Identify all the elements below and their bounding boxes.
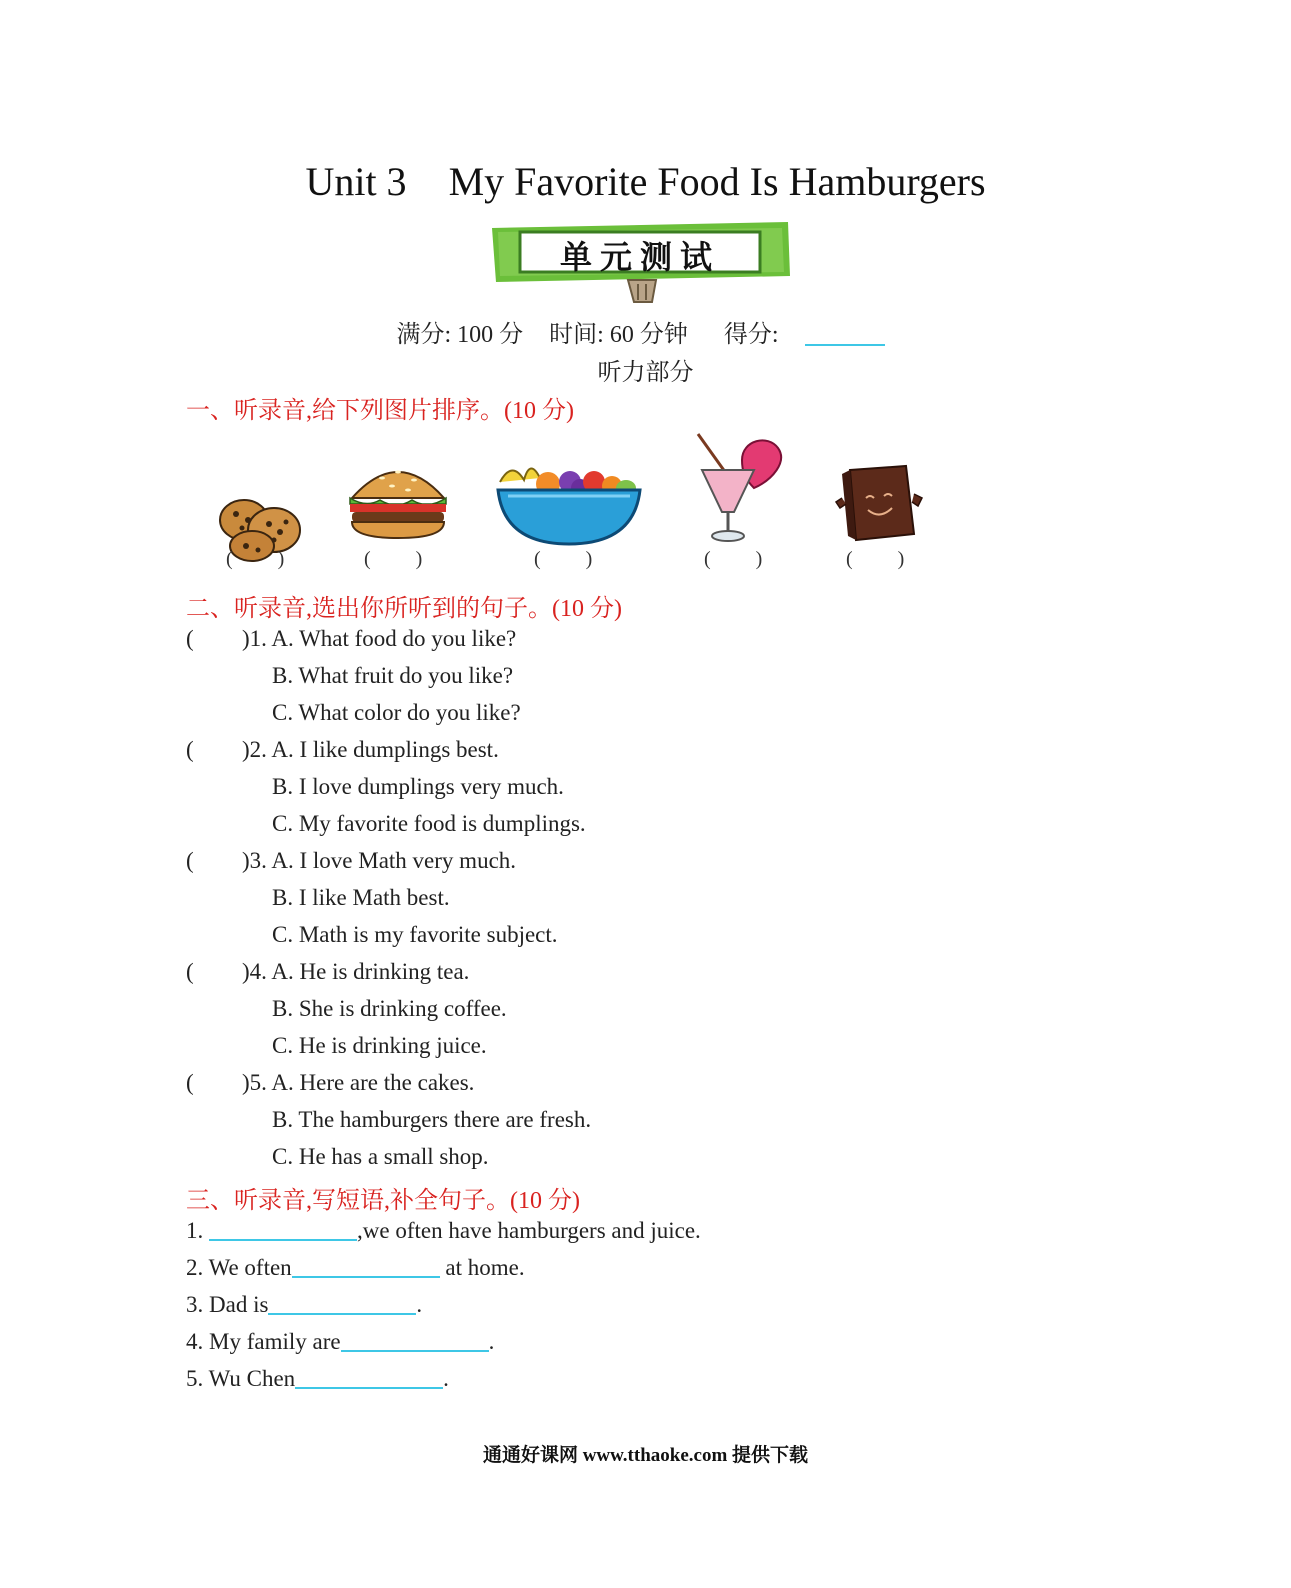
fill-blank[interactable] bbox=[268, 1313, 416, 1315]
question-3-option-c: C. Math is my favorite subject. bbox=[272, 922, 558, 947]
fill-blank[interactable] bbox=[341, 1350, 489, 1352]
fill-item-3: 3. Dad is . bbox=[186, 1292, 423, 1317]
order-blank-5[interactable]: ( ) bbox=[846, 548, 905, 570]
order-blank-3[interactable]: ( ) bbox=[534, 548, 593, 570]
question-1: ( )1. A. What food do you like? bbox=[186, 626, 517, 651]
answer-bracket[interactable]: ( bbox=[186, 626, 194, 651]
hamburger-icon bbox=[346, 460, 450, 542]
fill-blank[interactable] bbox=[209, 1239, 357, 1241]
score-blank[interactable] bbox=[805, 344, 885, 346]
order-blank-2[interactable]: ( ) bbox=[364, 548, 423, 570]
time-limit: 时间: 60 分钟 bbox=[549, 322, 688, 348]
order-blank-4[interactable]: ( ) bbox=[704, 548, 763, 570]
question-5-option-c: C. He has a small shop. bbox=[272, 1144, 489, 1169]
section2-title: 二、听录音,选出你所听到的句子。(10 分) bbox=[186, 596, 622, 622]
listening-part-label: 听力部分 bbox=[597, 360, 694, 386]
question-2: ( )2. A. I like dumplings best. bbox=[186, 737, 499, 762]
footer-credit: 通通好课网 www.tthaoke.com 提供下载 bbox=[482, 1445, 809, 1466]
question-4-option-b: B. She is drinking coffee. bbox=[272, 996, 507, 1021]
unit-label: Unit 3 bbox=[305, 159, 407, 204]
fill-blank[interactable] bbox=[295, 1387, 443, 1389]
fruit-bowl-icon bbox=[494, 454, 644, 546]
question-4-option-c: C. He is drinking juice. bbox=[272, 1033, 487, 1058]
fill-item-1: 1. ,we often have hamburgers and juice. bbox=[186, 1218, 701, 1243]
badge-label: 单元测试 bbox=[559, 238, 720, 276]
milkshake-icon bbox=[688, 430, 792, 548]
question-5-option-b: B. The hamburgers there are fresh. bbox=[272, 1107, 592, 1132]
score-field: 得分: bbox=[714, 322, 895, 348]
fill-blank[interactable] bbox=[292, 1276, 440, 1278]
score-line bbox=[0, 314, 1291, 349]
answer-bracket[interactable]: ( bbox=[186, 737, 194, 762]
section3-title: 三、听录音,写短语,补全句子。(10 分) bbox=[186, 1188, 580, 1214]
question-2-option-c: C. My favorite food is dumplings. bbox=[272, 811, 586, 836]
order-blank-1[interactable]: ( ) bbox=[226, 548, 285, 570]
question-3: ( )3. A. I love Math very much. bbox=[186, 848, 517, 873]
full-score: 满分: 100 分 bbox=[396, 322, 524, 348]
question-5: ( )5. A. Here are the cakes. bbox=[186, 1070, 475, 1095]
question-2-option-b: B. I love dumplings very much. bbox=[272, 774, 564, 799]
chocolate-icon bbox=[834, 464, 924, 544]
question-1-option-c: C. What color do you like? bbox=[272, 700, 521, 725]
page-title bbox=[0, 158, 1291, 205]
fill-item-2: 2. We often at home. bbox=[186, 1255, 525, 1280]
section1-title: 一、听录音,给下列图片排序。(10 分) bbox=[186, 398, 574, 424]
question-4: ( )4. A. He is drinking tea. bbox=[186, 959, 470, 984]
answer-bracket[interactable]: ( bbox=[186, 848, 194, 873]
unit-title: My Favorite Food Is Hamburgers bbox=[448, 159, 986, 204]
answer-bracket[interactable]: ( bbox=[186, 959, 194, 984]
fill-item-5: 5. Wu Chen . bbox=[186, 1366, 449, 1391]
cookies-icon bbox=[214, 470, 304, 590]
question-3-option-b: B. I like Math best. bbox=[272, 885, 450, 910]
answer-bracket[interactable]: ( bbox=[186, 1070, 194, 1095]
question-1-option-b: B. What fruit do you like? bbox=[272, 663, 514, 688]
fill-item-4: 4. My family are . bbox=[186, 1329, 495, 1354]
